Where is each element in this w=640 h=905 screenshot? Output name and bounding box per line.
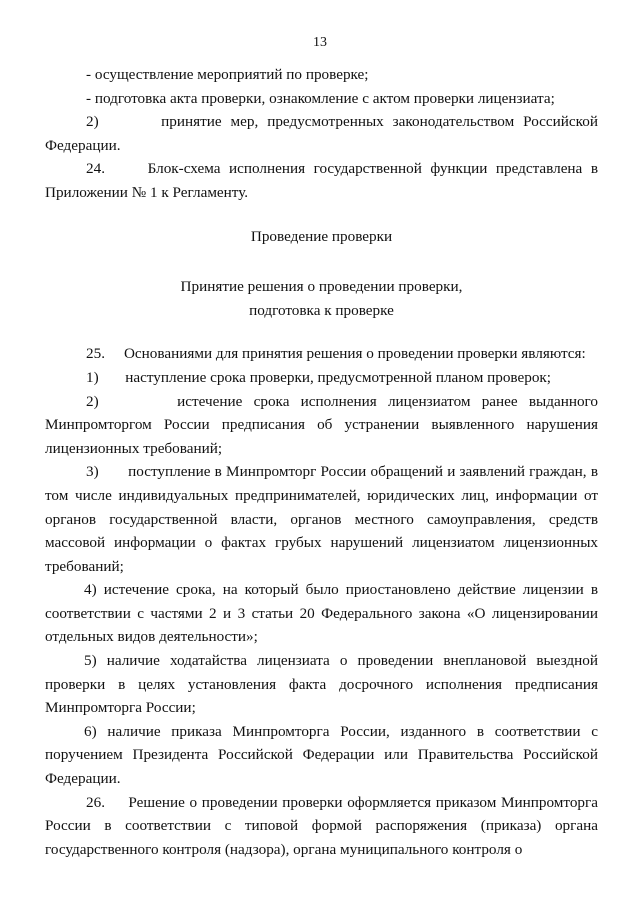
paragraph-25: 25. Основаниями для принятия решения о проведении проверки являются: xyxy=(86,345,586,363)
list-item: - осуществление мероприятий по проверке; xyxy=(86,66,369,83)
list-item: 6) наличие приказа Минпромторга России, изданного в соответствии с поручением Президента Российской Федерации или Правительства Российской Федерации. xyxy=(45,722,598,788)
list-item: 1) наступление срока проверки, предусмотренной планом проверок; xyxy=(86,368,552,386)
list-item: 5) наличие ходатайства лицензиата о проведении внеплановой выездной проверки в целях установления факта досрочного исполнения предписания Минпромторга России; xyxy=(45,652,598,717)
subsection-heading-line-2: подготовка к проверке xyxy=(249,301,394,319)
paragraph-24: 24. Блок-схема исполнения государственной функции представлена в Приложении № 1 к Регламенту. xyxy=(45,160,598,201)
list-item: - подготовка акта проверки, ознакомление с актом проверки лицензиата; xyxy=(86,89,555,107)
subsection-heading-line-1: Принятие решения о проведении проверки, xyxy=(180,278,463,296)
list-item: 2) принятие мер, предусмотренных законодательством Российской Федерации. xyxy=(45,113,598,154)
paragraph-26: 26. Решение о проведении проверки оформляется приказом Минпромторга России в соответствии с типовой формой распоряжения (приказа) органа государственного контроля (надзора), органа муниципального контроля о xyxy=(45,793,598,858)
list-item: 4) истечение срока, на который было приостановлено действие лицензии в соответствии с частями 2 и 3 статьи 20 Федерального закона «О лицензировании отдельных видов деятельности»; xyxy=(45,581,598,646)
list-item: 2) истечение срока исполнения лицензиатом ранее выданного Минпромторгом России предписания об устранении выявленного нарушения лицензионных требований; xyxy=(45,392,598,457)
section-heading: Проведение проверки xyxy=(250,227,393,245)
page-number: 13 xyxy=(313,35,327,50)
list-item: 3) поступление в Минпромторг России обращений и заявлений граждан, в том числе индивидуальных предпринимателей, юридических лиц, информации от органов государственной власти, органов местного самоуправления, средств массовой информации о фактах грубых нарушений лицензиатом лицензионных требований; xyxy=(45,463,598,575)
document-body xyxy=(45,63,598,861)
